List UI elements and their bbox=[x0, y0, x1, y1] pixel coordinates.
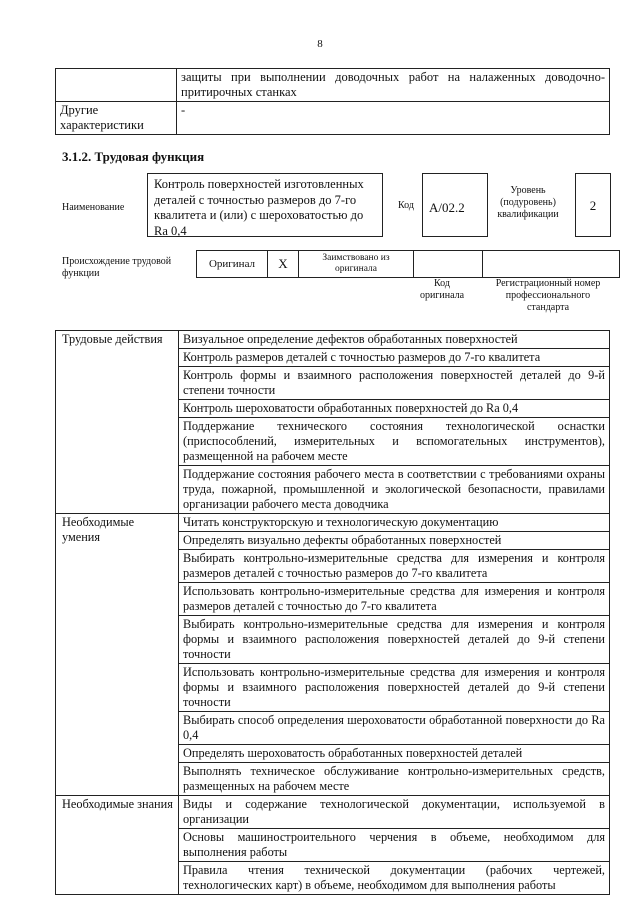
row-text: Выполнять техническое обслуживание контрольно-измерительных средств, размещенных на рабочем месте bbox=[179, 763, 610, 796]
table-row bbox=[56, 796, 610, 829]
section-title: 3.1.2. Трудовая функция bbox=[62, 149, 205, 164]
row-text: Использовать контрольно-измерительные средства для измерения и контроля формы и взаимного расположения поверхностей деталей до 9-й степени точности bbox=[179, 664, 610, 712]
group-label: Трудовые действия bbox=[56, 331, 179, 514]
table-row bbox=[197, 251, 620, 278]
row-text: Выбирать контрольно-измерительные средства для измерения и контроля формы и взаимного расположения поверхностей деталей до 9-й степени точности bbox=[179, 616, 610, 664]
code-original-note: Код оригинала bbox=[419, 278, 465, 301]
row-text: Основы машиностроительного черчения в объеме, необходимом для выполнения работы bbox=[179, 829, 610, 862]
row-text: Контроль размеров деталей с точностью размеров до 7-го квалитета bbox=[179, 349, 610, 367]
group-label: Необходимые знания bbox=[56, 796, 179, 895]
row-text: Определять визуально дефекты обработанных поверхностей bbox=[179, 532, 610, 550]
row-label bbox=[56, 69, 177, 102]
table-row bbox=[56, 102, 610, 135]
other-characteristics-value: - bbox=[177, 102, 610, 135]
function-details-table bbox=[55, 330, 610, 895]
table-row bbox=[56, 514, 610, 532]
row-text: Выбирать контрольно-измерительные средства для измерения и контроля размеров деталей с точностью размеров до 7-го квалитета bbox=[179, 550, 610, 583]
row-text: Контроль формы и взаимного расположения поверхностей деталей до 9-й степени точности bbox=[179, 367, 610, 400]
registration-note: Регистрационный номер профессионального стандарта bbox=[495, 278, 601, 313]
row-text: Визуальное определение дефектов обработанных поверхностей bbox=[179, 331, 610, 349]
row-text: Определять шероховатость обработанных поверхностей деталей bbox=[179, 745, 610, 763]
function-code: А/02.2 bbox=[422, 173, 488, 237]
row-text: Контроль шероховатости обработанных поверхностей до Ra 0,4 bbox=[179, 400, 610, 418]
borrowed-label: Заимствовано из оригинала bbox=[299, 251, 414, 278]
origin-table bbox=[196, 250, 620, 278]
registration-number-cell bbox=[483, 251, 620, 278]
row-text: Виды и содержание технологической документации, используемой в организации bbox=[179, 796, 610, 829]
row-text: Читать конструкторскую и технологическую документацию bbox=[179, 514, 610, 532]
original-mark: X bbox=[268, 251, 299, 278]
original-code-cell bbox=[414, 251, 483, 278]
qualification-level: 2 bbox=[575, 173, 611, 237]
original-label: Оригинал bbox=[197, 251, 268, 278]
level-label: Уровень (подуровень) квалификации bbox=[497, 185, 559, 220]
code-label: Код bbox=[398, 200, 414, 211]
row-text: Использовать контрольно-измерительные средства для измерения и контроля размеров деталей с точностью до 7-го квалитета bbox=[179, 583, 610, 616]
table-row bbox=[56, 69, 610, 102]
function-name: Контроль поверхностей изготовленных деталей с точностью размеров до 7-го квалитета и (или) с шероховатостью до Ra 0,4 bbox=[147, 173, 383, 237]
group-label: Необходимые умения bbox=[56, 514, 179, 796]
page-number: 8 bbox=[317, 38, 323, 50]
table-row bbox=[56, 331, 610, 349]
row-text: Правила чтения технической документации (рабочих чертежей, технологических карт) в объеме, необходимом для выполнения работы bbox=[179, 862, 610, 895]
row-text: Поддержание технического состояния технологической оснастки (приспособлений, измерительных и вспомогательных инструментов), размещенной на рабочем месте bbox=[179, 418, 610, 466]
row-value: защиты при выполнении доводочных работ на налаженных доводочно-притирочных станках bbox=[177, 69, 610, 102]
row-text: Выбирать способ определения шероховатости обработанной поверхности до Ra 0,4 bbox=[179, 712, 610, 745]
name-label: Наименование bbox=[62, 202, 125, 213]
origin-label: Происхождение трудовой функции bbox=[62, 256, 172, 279]
other-characteristics-label: Другие характеристики bbox=[56, 102, 177, 135]
row-text: Поддержание состояния рабочего места в соответствии с требованиями охраны труда, пожарной, промышленной и экологической безопасности, правилами организации рабочего места доводчика bbox=[179, 466, 610, 514]
continuation-table bbox=[55, 68, 610, 135]
